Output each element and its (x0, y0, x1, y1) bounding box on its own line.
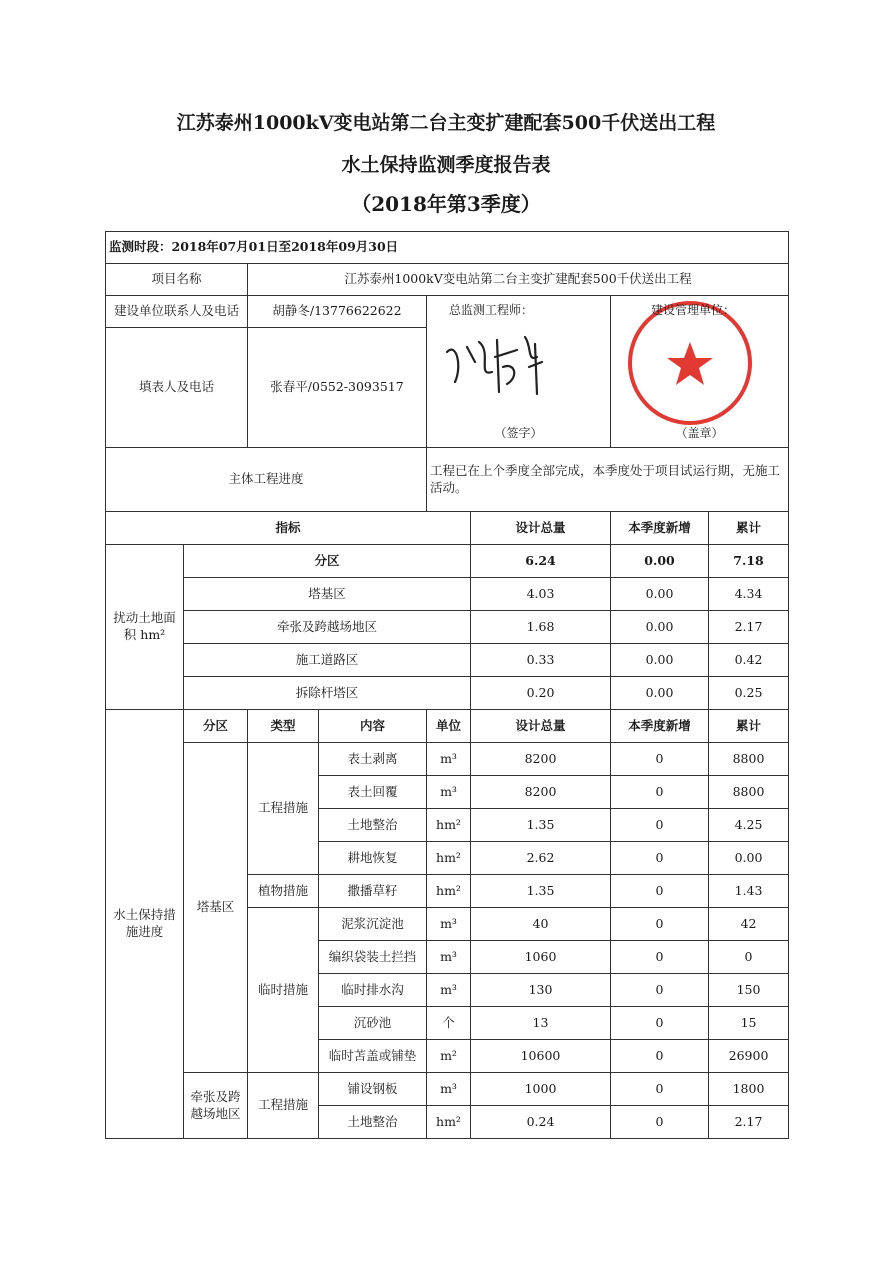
measure-total: 0 (709, 941, 789, 974)
zone-tower-base: 塔基区 (184, 743, 248, 1073)
filler-contact-label: 填表人及电话 (106, 328, 248, 448)
measure-unit: 个 (427, 1007, 471, 1040)
measure-content: 铺设钢板 (319, 1073, 427, 1106)
measure-content: 表土剥离 (319, 743, 427, 776)
measure-design: 1000 (471, 1073, 611, 1106)
report-title-line2: 水土保持监测季度报告表 (341, 154, 551, 176)
signature-note: （签字） (494, 425, 543, 440)
disturbed-row-total: 7.18 (709, 545, 789, 578)
measure-content: 撒播草籽 (319, 875, 427, 908)
measure-total: 8800 (709, 776, 789, 809)
disturbed-row-new: 0.00 (611, 644, 709, 677)
measure-content: 土地整治 (319, 809, 427, 842)
disturbed-row-new: 0.00 (611, 611, 709, 644)
measure-total: 1.43 (709, 875, 789, 908)
measure-new: 0 (611, 1007, 709, 1040)
measure-unit: m³ (427, 1073, 471, 1106)
measure-new: 0 (611, 908, 709, 941)
measure-total: 0.00 (709, 842, 789, 875)
cumulative-header: 累计 (709, 512, 789, 545)
builder-seal-cell (611, 296, 789, 448)
measure-content: 土地整治 (319, 1106, 427, 1139)
measure-unit: m³ (427, 908, 471, 941)
measures-type-header: 类型 (248, 710, 319, 743)
project-name-label: 项目名称 (106, 264, 248, 296)
disturbed-row-design: 1.68 (471, 611, 611, 644)
indicator-header: 指标 (106, 512, 471, 545)
builder-contact-label: 建设单位联系人及电话 (106, 296, 248, 328)
measure-new: 0 (611, 1106, 709, 1139)
monitoring-period: 监测时段：2018年07月01日至2018年09月30日 (106, 232, 789, 264)
measure-unit: hm² (427, 809, 471, 842)
report-title-line1: 江苏泰州1000kV变电站第二台主变扩建配套500千伏送出工程 (176, 112, 716, 134)
measure-total: 42 (709, 908, 789, 941)
measure-unit: m³ (427, 974, 471, 1007)
measure-content: 沉砂池 (319, 1007, 427, 1040)
report-table (105, 231, 789, 1139)
disturbed-area-label: 扰动土地面积 hm² (106, 545, 184, 710)
measure-design: 1.35 (471, 809, 611, 842)
measure-design: 1060 (471, 941, 611, 974)
project-name-value: 江苏泰州1000kV变电站第二台主变扩建配套500千伏送出工程 (248, 264, 789, 296)
disturbed-row-total: 0.42 (709, 644, 789, 677)
report-title-period: （2018年第3季度） (351, 192, 541, 216)
measure-design: 40 (471, 908, 611, 941)
measure-content: 泥浆沉淀池 (319, 908, 427, 941)
measure-new: 0 (611, 941, 709, 974)
measure-content: 编织袋装土拦挡 (319, 941, 427, 974)
disturbed-row-total: 0.25 (709, 677, 789, 710)
quarter-new-header: 本季度新增 (611, 512, 709, 545)
measure-unit: m² (427, 1040, 471, 1073)
measure-design: 130 (471, 974, 611, 1007)
type-engineering: 工程措施 (248, 743, 319, 875)
measures-label: 水土保持措施进度 (106, 710, 184, 1139)
engineer-signature-cell (427, 296, 611, 448)
disturbed-row-total: 2.17 (709, 611, 789, 644)
measure-total: 26900 (709, 1040, 789, 1073)
measures-zone-header: 分区 (184, 710, 248, 743)
disturbed-row-design: 6.24 (471, 545, 611, 578)
design-total-header: 设计总量 (471, 512, 611, 545)
measure-unit: m³ (427, 941, 471, 974)
measure-design: 0.24 (471, 1106, 611, 1139)
engineer-label: 总监测工程师： (449, 303, 534, 317)
measure-total: 2.17 (709, 1106, 789, 1139)
disturbed-row-new: 0.00 (611, 578, 709, 611)
measure-new: 0 (611, 776, 709, 809)
measure-new: 0 (611, 842, 709, 875)
measure-total: 8800 (709, 743, 789, 776)
disturbed-row-new: 0.00 (611, 677, 709, 710)
measure-unit: m³ (427, 776, 471, 809)
disturbed-row-design: 4.03 (471, 578, 611, 611)
disturbed-row-name: 塔基区 (184, 578, 471, 611)
measures-new-header: 本季度新增 (611, 710, 709, 743)
measure-design: 13 (471, 1007, 611, 1040)
measure-new: 0 (611, 809, 709, 842)
measure-unit: hm² (427, 1106, 471, 1139)
measure-new: 0 (611, 974, 709, 1007)
zone-tension-crossing: 牵张及跨越场地区 (184, 1073, 248, 1139)
measures-total-header: 累计 (709, 710, 789, 743)
measure-content: 临时苫盖或铺垫 (319, 1040, 427, 1073)
type-temporary: 临时措施 (248, 908, 319, 1073)
measure-design: 2.62 (471, 842, 611, 875)
measure-unit: m³ (427, 743, 471, 776)
progress-label: 主体工程进度 (106, 448, 427, 512)
measure-content: 耕地恢复 (319, 842, 427, 875)
measure-total: 4.25 (709, 809, 789, 842)
measure-content: 临时排水沟 (319, 974, 427, 1007)
disturbed-row-new: 0.00 (611, 545, 709, 578)
disturbed-row-name: 拆除杆塔区 (184, 677, 471, 710)
measure-new: 0 (611, 1040, 709, 1073)
measure-total: 150 (709, 974, 789, 1007)
disturbed-row-name: 施工道路区 (184, 644, 471, 677)
disturbed-row-design: 0.20 (471, 677, 611, 710)
measure-unit: hm² (427, 842, 471, 875)
measure-unit: hm² (427, 875, 471, 908)
progress-value: 工程已在上个季度全部完成，本季度处于项目试运行期，无施工活动。 (427, 448, 789, 512)
disturbed-row-design: 0.33 (471, 644, 611, 677)
measure-design: 8200 (471, 743, 611, 776)
builder-contact-value: 胡静冬/13776622622 (248, 296, 427, 328)
seal-note: （盖章） (675, 425, 724, 440)
measures-unit-header: 单位 (427, 710, 471, 743)
measure-total: 15 (709, 1007, 789, 1040)
measures-design-header: 设计总量 (471, 710, 611, 743)
signature-image (437, 322, 557, 402)
type-engineering-2: 工程措施 (248, 1073, 319, 1139)
builder-unit-label: 建设管理单位： (651, 303, 736, 317)
disturbed-row-name: 分区 (184, 545, 471, 578)
measure-design: 8200 (471, 776, 611, 809)
measure-total: 1800 (709, 1073, 789, 1106)
measure-new: 0 (611, 743, 709, 776)
disturbed-row-name: 牵张及跨越场地区 (184, 611, 471, 644)
filler-contact-value: 张春平/0552-3093517 (248, 328, 427, 448)
measure-new: 0 (611, 875, 709, 908)
measure-design: 10600 (471, 1040, 611, 1073)
measure-content: 表土回覆 (319, 776, 427, 809)
measure-design: 1.35 (471, 875, 611, 908)
type-plant: 植物措施 (248, 875, 319, 908)
measure-new: 0 (611, 1073, 709, 1106)
measures-content-header: 内容 (319, 710, 427, 743)
disturbed-row-total: 4.34 (709, 578, 789, 611)
